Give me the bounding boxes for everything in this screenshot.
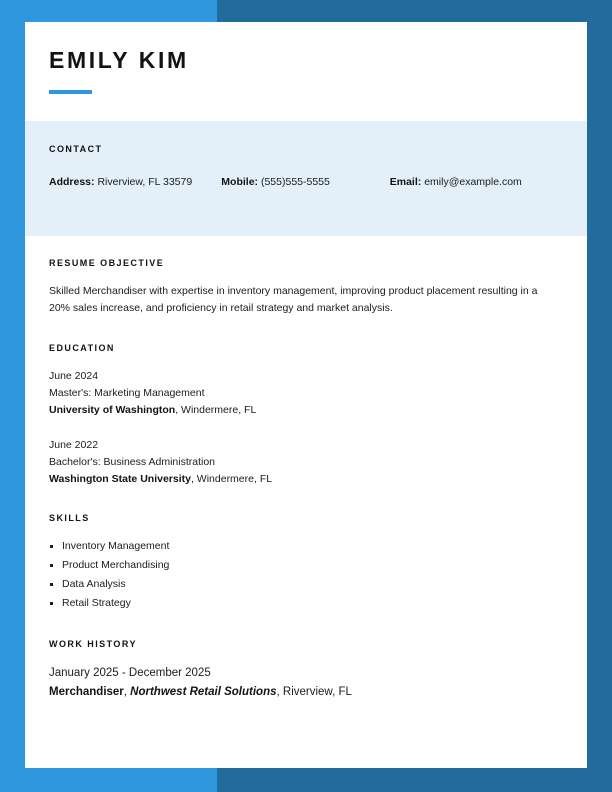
- education-location: , Windermere, FL: [175, 404, 257, 416]
- resume-header: [25, 22, 587, 121]
- work-role-line: [49, 686, 352, 698]
- contact-mobile-label: Mobile:: [221, 176, 259, 188]
- list-item: Retail Strategy: [49, 594, 563, 613]
- contact-mobile-value: (555)555-5555: [260, 176, 330, 188]
- header-accent-bar: [49, 90, 92, 94]
- contact-row: [49, 174, 563, 190]
- contact-email-label: Email:: [389, 176, 422, 188]
- objective-heading: RESUME OBJECTIVE: [49, 258, 165, 268]
- contact-email: [390, 174, 563, 190]
- contact-section: [25, 121, 587, 236]
- education-location: , Windermere, FL: [190, 473, 273, 485]
- skills-list: [49, 537, 563, 613]
- contact-address-label: Address:: [49, 176, 95, 188]
- education-entry: [49, 368, 563, 419]
- education-date: June 2024: [49, 370, 99, 382]
- work-dates: January 2025 - December 2025: [49, 667, 211, 679]
- work-history-entry: [49, 664, 563, 702]
- resume-body: [25, 236, 587, 702]
- candidate-name: EMILY KIM: [49, 47, 189, 73]
- education-school-line: [49, 471, 563, 488]
- education-school-line: [49, 402, 563, 419]
- objective-text: Skilled Merchandiser with expertise in inventory management, improving product placement resulting in a 20% sales increase, and proficiency in retail strategy and market analysis.: [49, 285, 538, 314]
- contact-address: [49, 174, 221, 190]
- skills-section: [49, 514, 563, 613]
- resume-page: [25, 22, 587, 768]
- list-item: Inventory Management: [49, 537, 563, 556]
- work-location: , Riverview, FL: [276, 686, 352, 698]
- education-heading: EDUCATION: [49, 343, 115, 353]
- education-degree: Master's: Marketing Management: [49, 387, 205, 399]
- education-school: Washington State University: [49, 473, 191, 485]
- work-company: Northwest Retail Solutions: [130, 686, 277, 698]
- education-date: June 2022: [49, 439, 99, 451]
- skills-heading: SKILLS: [49, 513, 90, 523]
- work-history-section: [49, 640, 563, 702]
- work-title: Merchandiser: [49, 686, 124, 698]
- education-degree: Bachelor's: Business Administration: [49, 456, 216, 468]
- education-section: [49, 344, 563, 488]
- contact-address-value: Riverview, FL 33579: [97, 176, 193, 188]
- contact-mobile: [221, 174, 389, 190]
- education-school: University of Washington: [49, 404, 176, 416]
- objective-section: [49, 259, 563, 317]
- contact-email-value: emily@example.com: [424, 176, 522, 188]
- work-separator: ,: [123, 686, 131, 698]
- list-item: Product Merchandising: [49, 556, 563, 575]
- contact-heading: CONTACT: [49, 144, 103, 154]
- work-history-heading: WORK HISTORY: [49, 639, 137, 649]
- education-entry: [49, 437, 563, 488]
- list-item: Data Analysis: [49, 575, 563, 594]
